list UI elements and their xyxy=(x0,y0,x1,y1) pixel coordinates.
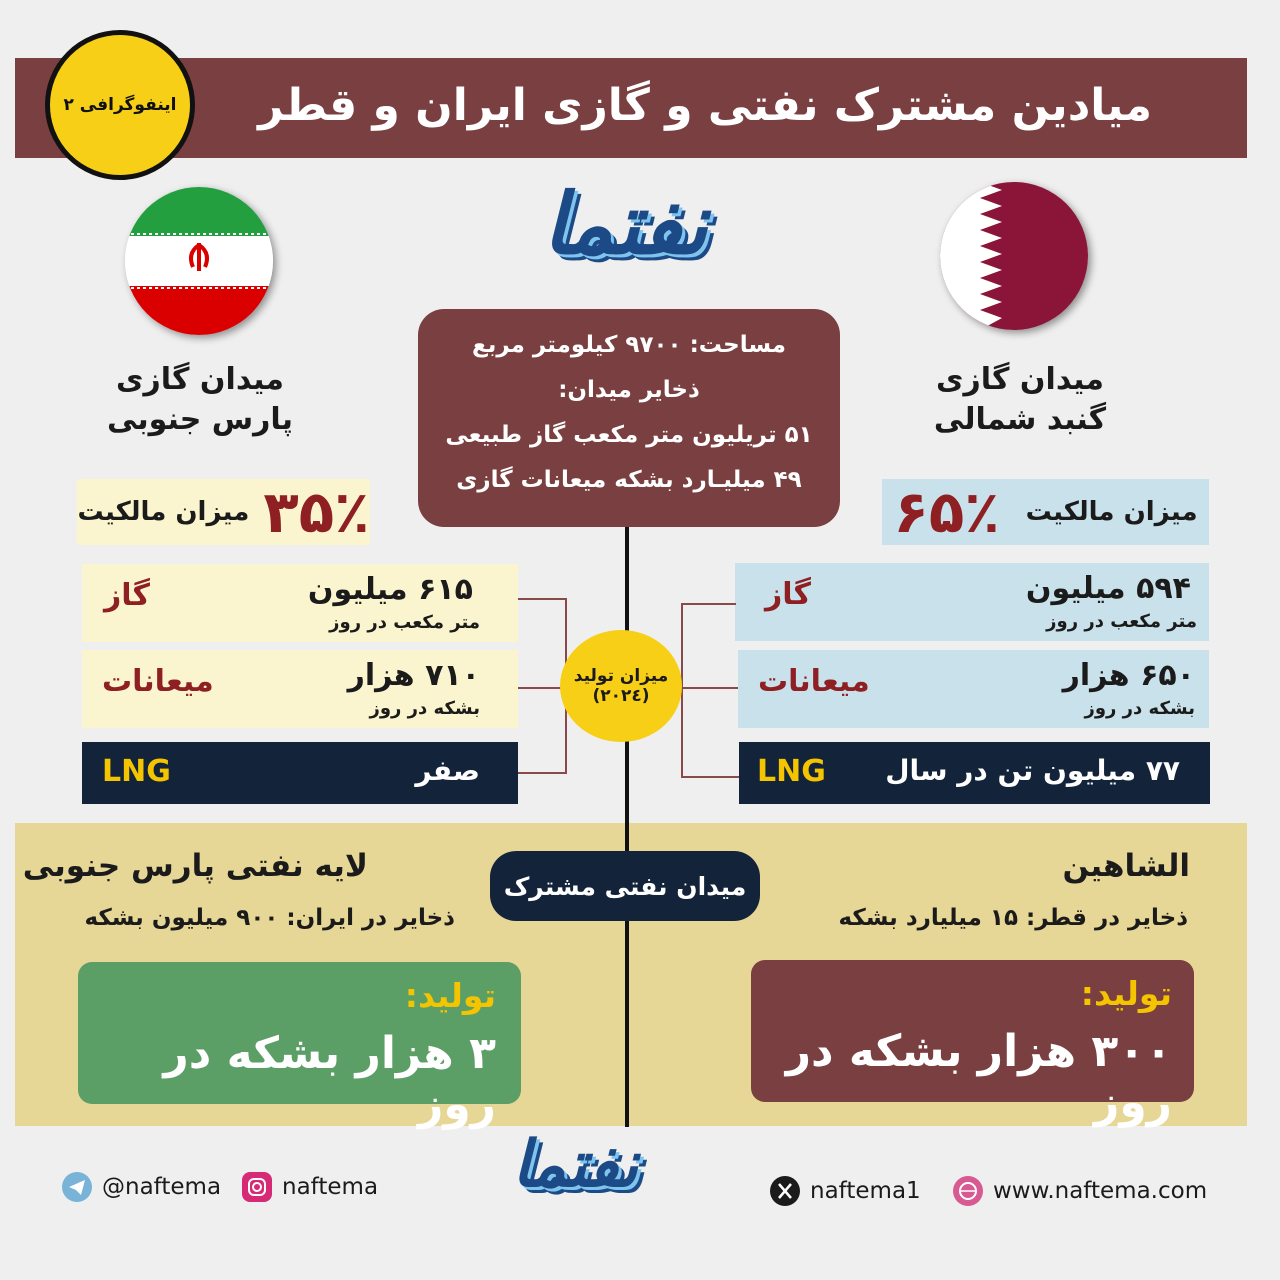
qatar-lng-row xyxy=(739,742,1210,804)
qatar-oil-production xyxy=(751,960,1194,1128)
iran-cond-value: ۷۱۰ هزار xyxy=(347,658,480,693)
qatar-lng-value: ۷۷ میلیون تن در سال xyxy=(885,754,1180,787)
telegram-handle: @naftema xyxy=(102,1174,222,1200)
qatar-cond-unit: بشکه در روز xyxy=(1084,698,1195,719)
iran-gas-value: ۶۱۵ میلیون xyxy=(307,572,473,607)
production-year: (۲۰۲٤) xyxy=(592,686,650,706)
connector xyxy=(518,772,566,774)
qatar-oil-reserves: ذخایر در قطر: ۱۵ میلیارد بشکه xyxy=(838,905,1188,931)
iran-cond-unit: بشکه در روز xyxy=(369,698,480,719)
iran-oil-title: لایه نفتی پارس جنوبی xyxy=(22,848,368,884)
iran-ownership-pct: ۳۵٪ xyxy=(263,478,370,546)
iran-oil-reserves: ذخایر در ایران: ۹۰۰ میلیون بشکه xyxy=(84,905,455,931)
condensate-reserve-text: ۴۹ میلیـارد بشکه میعانات گازی xyxy=(456,467,802,493)
iran-cond-label: میعانات xyxy=(102,664,214,699)
connector xyxy=(518,598,566,600)
iran-field-name xyxy=(100,360,300,440)
x-link[interactable] xyxy=(770,1176,921,1206)
area-text: مساحت: ۹۷۰۰ کیلومتر مربع xyxy=(472,332,786,358)
reserves-title: ذخایر میدان: xyxy=(558,377,700,403)
qatar-field-name xyxy=(920,360,1120,440)
title-band xyxy=(15,58,1247,158)
qatar-gas-unit: متر مکعب در روز xyxy=(1046,611,1197,632)
shared-field-info xyxy=(418,309,840,527)
production-year-badge xyxy=(560,630,682,742)
production-label: میزان تولید xyxy=(573,666,669,686)
instagram-handle: naftema xyxy=(282,1174,379,1200)
qatar-field-line2: گنبد شمالی xyxy=(933,402,1107,437)
iran-field-line1: میدان گازی xyxy=(116,362,284,397)
website-link[interactable] xyxy=(953,1176,1207,1206)
iran-lng-label: LNG xyxy=(102,754,171,789)
iran-oil-production xyxy=(78,962,521,1130)
website-url: www.naftema.com xyxy=(993,1178,1208,1204)
infographic-badge xyxy=(45,30,195,180)
gas-reserve-text: ۵۱ تریلیون متر مکعب گاز طبیعی xyxy=(445,422,813,448)
brand-logo-footer: نفتما xyxy=(512,1128,638,1202)
qatar-ownership-pct: ۶۵٪ xyxy=(893,478,1000,546)
connector xyxy=(682,776,739,778)
qatar-oil-title: الشاهین xyxy=(1062,848,1190,884)
telegram-icon xyxy=(62,1172,92,1202)
web-icon xyxy=(953,1176,983,1206)
qatar-prod-value: ۳۰۰ هزار بشکه در روز xyxy=(785,1026,1172,1128)
qatar-prod-label: تولید: xyxy=(1080,974,1172,1013)
qatar-cond-value: ۶۵۰ هزار xyxy=(1062,658,1195,693)
connector xyxy=(518,687,566,689)
qatar-condensate-row xyxy=(738,650,1209,728)
x-handle: naftema1 xyxy=(810,1178,921,1204)
connector xyxy=(682,603,736,605)
iran-gas-row xyxy=(82,564,518,642)
iran-gas-unit: متر مکعب در روز xyxy=(329,612,480,633)
badge-label: اینفوگرافی ۲ xyxy=(63,95,177,115)
qatar-ownership xyxy=(882,479,1209,545)
page-title: میادین مشترک نفتی و گازی ایران و قطر xyxy=(258,80,1152,131)
instagram-icon xyxy=(242,1172,272,1202)
iran-prod-label: تولید: xyxy=(404,976,496,1015)
iran-lng-value: صفر xyxy=(415,754,480,787)
qatar-lng-label: LNG xyxy=(757,754,826,789)
brand-logo: نفتما xyxy=(542,175,708,273)
qatar-flag-icon xyxy=(940,182,1088,330)
shared-oil-field-badge: میدان نفتی مشترک xyxy=(490,851,760,921)
qatar-field-line1: میدان گازی xyxy=(936,362,1104,397)
iran-condensate-row xyxy=(82,650,518,728)
iran-ownership-label: میزان مالکیت xyxy=(77,497,250,527)
telegram-link[interactable] xyxy=(62,1172,221,1202)
instagram-link[interactable] xyxy=(242,1172,378,1202)
qatar-gas-row xyxy=(735,563,1209,641)
iran-field-line2: پارس جنوبی xyxy=(107,402,293,437)
iran-lng-row xyxy=(82,742,518,804)
iran-ownership xyxy=(77,479,370,545)
connector xyxy=(682,687,738,689)
qatar-cond-label: میعانات xyxy=(758,664,870,699)
qatar-ownership-label: میزان مالکیت xyxy=(1025,497,1198,527)
iran-flag-icon xyxy=(125,187,273,335)
qatar-gas-value: ۵۹۴ میلیون xyxy=(1025,571,1191,606)
iran-gas-label: گاز xyxy=(104,578,150,613)
iran-prod-value: ۳ هزار بشکه در روز xyxy=(163,1028,496,1130)
qatar-gas-label: گاز xyxy=(765,577,811,612)
x-icon xyxy=(770,1176,800,1206)
